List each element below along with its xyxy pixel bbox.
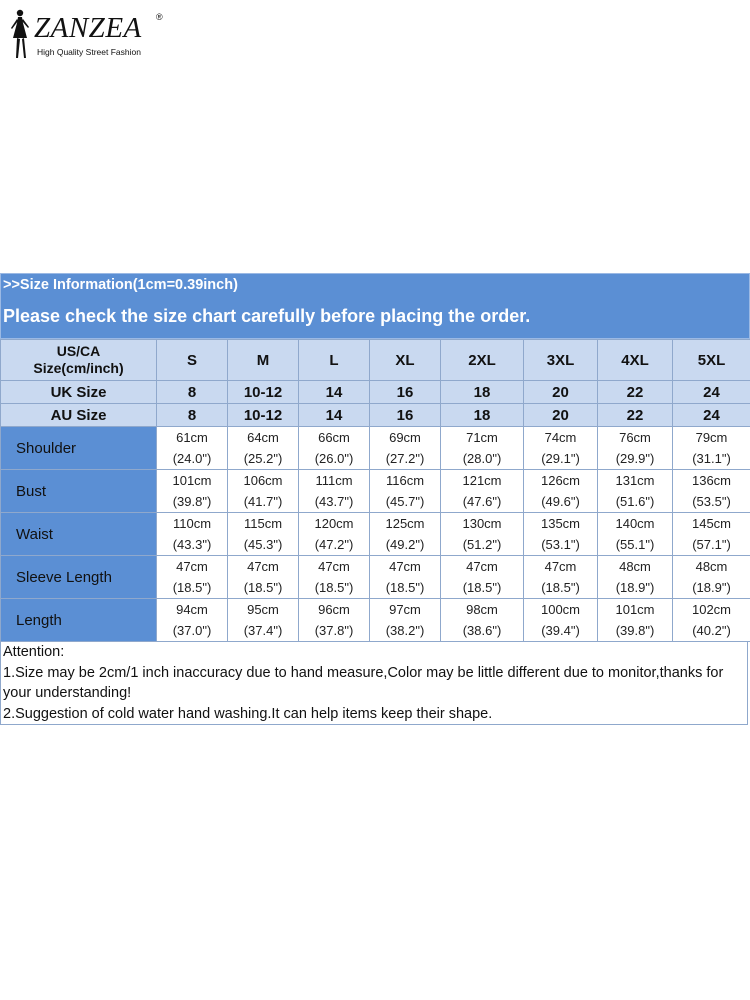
measurement-cell [370, 599, 441, 642]
value-inch: (49.6") [541, 494, 580, 509]
measurement-cell [598, 427, 673, 470]
value-cm: 47cm [389, 559, 421, 574]
measurement-cell [299, 427, 370, 470]
value-inch: (18.5") [314, 580, 354, 595]
size-info-banner [0, 273, 750, 339]
value-inch: (57.1") [692, 537, 731, 552]
value-inch: (53.1") [541, 537, 580, 552]
size-info-title: >>Size Information(1cm=0.39inch) [3, 277, 238, 293]
value-cm: 47cm [176, 559, 208, 574]
value-cm: 102cm [691, 602, 732, 617]
value-inch: (51.6") [615, 494, 655, 509]
size-column-header: 4XL [598, 340, 673, 381]
value-inch: (49.2") [385, 537, 425, 552]
measurement-cell [673, 513, 750, 556]
au-size-cell: 8 [157, 404, 228, 427]
value-inch: (18.5") [172, 580, 212, 595]
attention-note-1: 1.Size may be 2cm/1 inch inaccuracy due to hand measure,Color may be little different due to monitor,thanks for your understanding! [3, 664, 724, 701]
value-inch: (41.7") [243, 494, 283, 509]
measurement-cell [598, 556, 673, 599]
measurement-cell [524, 599, 598, 642]
measurement-cell [228, 427, 299, 470]
value-inch: (38.6") [462, 623, 502, 638]
value-inch: (18.5") [462, 580, 502, 595]
value-inch: (43.3") [172, 537, 212, 552]
value-cm: 101cm [615, 602, 655, 617]
value-cm: 64cm [247, 430, 279, 445]
size-column-header: XL [370, 340, 441, 381]
value-inch: (45.7") [385, 494, 425, 509]
size-header-row [1, 340, 750, 381]
measurement-row [1, 556, 750, 599]
value-cm: 131cm [615, 473, 655, 488]
attention-notes [0, 642, 748, 725]
measurement-cell [673, 556, 750, 599]
value-cm: 115cm [243, 516, 283, 531]
registered-mark: ® [156, 12, 163, 22]
value-cm: 136cm [691, 473, 732, 488]
au-size-cell: 20 [524, 404, 598, 427]
value-cm: 95cm [247, 602, 279, 617]
uk-size-cell: 22 [598, 381, 673, 404]
value-inch: (39.8") [172, 494, 212, 509]
measurement-cell [157, 470, 228, 513]
value-inch: (18.9") [692, 580, 731, 595]
value-cm: 116cm [385, 473, 425, 488]
header-label-line1: US/CA [56, 343, 101, 359]
value-inch: (28.0") [462, 451, 502, 466]
measurement-cell [370, 556, 441, 599]
value-cm: 97cm [389, 602, 421, 617]
measurement-cell [157, 513, 228, 556]
measurement-label: Length [1, 599, 157, 642]
value-inch: (18.5") [243, 580, 283, 595]
uk-size-cell: 14 [299, 381, 370, 404]
value-inch: (27.2") [385, 451, 425, 466]
value-inch: (37.8") [314, 623, 354, 638]
measurement-cell [157, 427, 228, 470]
attention-title: Attention: [3, 644, 65, 660]
measurement-cell [598, 599, 673, 642]
measurement-cell [441, 513, 524, 556]
measurement-cell [228, 599, 299, 642]
measurement-cell [598, 513, 673, 556]
measurement-cell [524, 470, 598, 513]
value-cm: 94cm [176, 602, 208, 617]
size-header-label [1, 340, 157, 381]
value-inch: (26.0") [314, 451, 354, 466]
measurement-cell [598, 470, 673, 513]
measurement-cell [299, 513, 370, 556]
uk-size-cell: 16 [370, 381, 441, 404]
measurement-label: Sleeve Length [1, 556, 157, 599]
measurement-cell [157, 599, 228, 642]
uk-size-cell: 10-12 [228, 381, 299, 404]
value-cm: 106cm [243, 473, 283, 488]
value-inch: (18.9") [615, 580, 655, 595]
measurement-cell [441, 427, 524, 470]
au-size-cell: 10-12 [228, 404, 299, 427]
au-size-cell: 18 [441, 404, 524, 427]
value-inch: (38.2") [385, 623, 425, 638]
value-cm: 61cm [176, 430, 208, 445]
au-size-row [1, 404, 750, 427]
value-cm: 101cm [172, 473, 212, 488]
size-column-header: 5XL [673, 340, 750, 381]
measurement-label: Bust [1, 470, 157, 513]
uk-size-cell: 18 [441, 381, 524, 404]
value-cm: 48cm [695, 559, 728, 574]
brand-name: ZANZEA [34, 12, 142, 44]
uk-size-cell: 20 [524, 381, 598, 404]
value-cm: 96cm [318, 602, 350, 617]
value-inch: (40.2") [692, 623, 731, 638]
value-cm: 110cm [172, 516, 212, 531]
value-cm: 76cm [619, 430, 651, 445]
measurement-row [1, 599, 750, 642]
measurement-cell [157, 556, 228, 599]
au-size-cell: 22 [598, 404, 673, 427]
measurement-cell [524, 427, 598, 470]
size-column-header: 2XL [441, 340, 524, 381]
au-size-label: AU Size [1, 404, 157, 427]
value-inch: (37.4") [243, 623, 283, 638]
value-cm: 130cm [462, 516, 502, 531]
value-cm: 145cm [691, 516, 732, 531]
measurement-cell [299, 556, 370, 599]
size-column-header: S [157, 340, 228, 381]
value-inch: (39.4") [541, 623, 580, 638]
value-cm: 47cm [318, 559, 350, 574]
value-cm: 98cm [466, 602, 498, 617]
size-table [0, 339, 750, 642]
value-inch: (31.1") [692, 451, 731, 466]
value-cm: 66cm [318, 430, 350, 445]
measurement-cell [228, 556, 299, 599]
au-size-cell: 24 [673, 404, 750, 427]
value-cm: 48cm [619, 559, 651, 574]
brand-logo [8, 8, 168, 64]
brand-tagline: High Quality Street Fashion [37, 47, 141, 57]
measurement-cell [673, 470, 750, 513]
value-inch: (18.5") [385, 580, 425, 595]
uk-size-cell: 24 [673, 381, 750, 404]
attention-note-2: 2.Suggestion of cold water hand washing.It can help items keep their shape. [3, 705, 493, 722]
value-cm: 126cm [540, 473, 581, 488]
value-inch: (18.5") [541, 580, 580, 595]
size-column-header: 3XL [524, 340, 598, 381]
measurement-row [1, 427, 750, 470]
value-cm: 111cm [315, 473, 353, 488]
measurement-cell [524, 556, 598, 599]
measurement-row [1, 513, 750, 556]
measurement-row [1, 470, 750, 513]
measurement-cell [441, 470, 524, 513]
measurement-cell [673, 427, 750, 470]
fashion-figure-icon [8, 8, 34, 62]
value-cm: 140cm [615, 516, 655, 531]
value-cm: 47cm [544, 559, 577, 574]
value-inch: (55.1") [615, 537, 655, 552]
measurement-label: Waist [1, 513, 157, 556]
size-column-header: M [228, 340, 299, 381]
size-column-header: L [299, 340, 370, 381]
measurement-cell [370, 470, 441, 513]
value-cm: 47cm [247, 559, 279, 574]
measurement-cell [228, 513, 299, 556]
uk-size-row [1, 381, 750, 404]
value-inch: (29.1") [541, 451, 580, 466]
au-size-cell: 16 [370, 404, 441, 427]
measurement-cell [441, 599, 524, 642]
measurement-cell [370, 513, 441, 556]
au-size-cell: 14 [299, 404, 370, 427]
value-inch: (25.2") [243, 451, 283, 466]
measurement-cell [370, 427, 441, 470]
value-inch: (51.2") [462, 537, 502, 552]
value-inch: (37.0") [172, 623, 212, 638]
value-cm: 120cm [314, 516, 354, 531]
value-cm: 71cm [466, 430, 498, 445]
value-inch: (43.7") [314, 494, 354, 509]
value-inch: (45.3") [243, 537, 283, 552]
value-inch: (39.8") [615, 623, 655, 638]
measurement-cell [299, 470, 370, 513]
value-cm: 47cm [466, 559, 498, 574]
value-cm: 69cm [389, 430, 421, 445]
uk-size-cell: 8 [157, 381, 228, 404]
measurement-cell [299, 599, 370, 642]
measurement-cell [228, 470, 299, 513]
value-cm: 125cm [385, 516, 425, 531]
value-inch: (53.5") [692, 494, 731, 509]
value-inch: (47.6") [462, 494, 502, 509]
measurement-cell [524, 513, 598, 556]
value-inch: (47.2") [314, 537, 354, 552]
value-cm: 121cm [462, 473, 502, 488]
value-cm: 79cm [695, 430, 728, 445]
size-chart [0, 273, 750, 725]
measurement-label: Shoulder [1, 427, 157, 470]
value-inch: (24.0") [172, 451, 212, 466]
measurement-cell [441, 556, 524, 599]
value-cm: 74cm [544, 430, 577, 445]
uk-size-label: UK Size [1, 381, 157, 404]
measurement-cell [673, 599, 750, 642]
value-inch: (29.9") [615, 451, 655, 466]
value-cm: 135cm [540, 516, 581, 531]
value-cm: 100cm [540, 602, 581, 617]
header-label-line2: Size(cm/inch) [33, 360, 124, 376]
size-info-instruction: Please check the size chart carefully before placing the order. [3, 306, 531, 326]
